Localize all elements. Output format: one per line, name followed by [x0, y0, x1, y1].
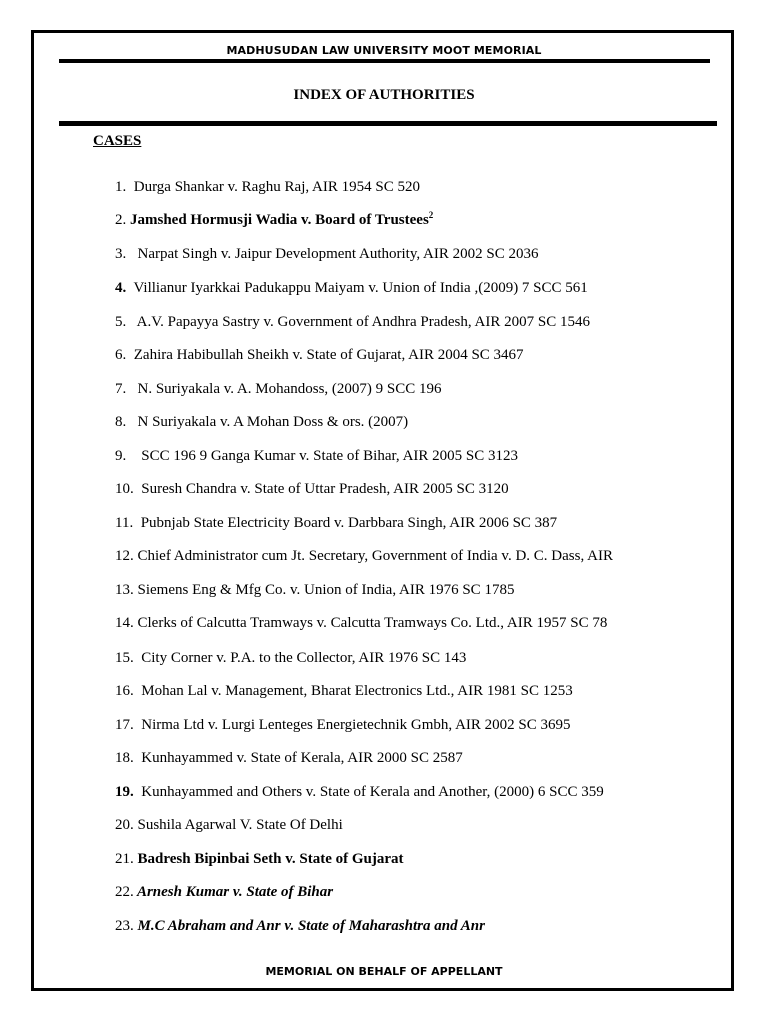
case-item — [115, 211, 433, 229]
case-number: 22. — [115, 884, 134, 900]
section-rule — [59, 121, 717, 126]
footer-title: MEMORIAL ON BEHALF OF APPELLANT — [265, 965, 503, 978]
case-number: 14. — [115, 615, 134, 631]
header-rule — [59, 59, 710, 63]
case-number: 19. — [115, 784, 134, 800]
case-title: A.V. Papayya Sastry v. Government of Andhra Pradesh, AIR 2007 SC 1546 — [126, 314, 590, 330]
case-title: Chief Administrator cum Jt. Secretary, Government of India v. D. C. Dass, AIR — [133, 548, 613, 564]
case-number: 17. — [115, 717, 134, 733]
case-item — [115, 313, 590, 331]
case-number: 23. — [115, 918, 134, 934]
case-title: Kunhayammed and Others v. State of Kerala and Another, (2000) 6 SCC 359 — [133, 784, 604, 800]
section-title: INDEX OF AUTHORITIES — [293, 87, 475, 103]
case-title: Nirma Ltd v. Lurgi Lenteges Energietechnik Gmbh, AIR 2002 SC 3695 — [133, 717, 571, 733]
case-number: 6. — [115, 347, 127, 363]
case-number: 7. — [115, 381, 127, 397]
case-item — [115, 480, 509, 498]
case-number: 20. — [115, 817, 134, 833]
case-title: Villianur Iyarkkai Padukappu Maiyam v. Union of India ,(2009) 7 SCC 561 — [126, 280, 588, 296]
case-item — [115, 245, 538, 263]
case-title: Suresh Chandra v. State of Uttar Pradesh, AIR 2005 SC 3120 — [133, 481, 509, 497]
case-number: 2. — [115, 212, 127, 228]
case-item — [115, 413, 408, 431]
case-title: Sushila Agarwal V. State Of Delhi — [133, 817, 343, 833]
case-item — [115, 514, 557, 532]
case-number: 8. — [115, 414, 127, 430]
case-number: 13. — [115, 582, 134, 598]
case-title: Narpat Singh v. Jaipur Development Authority, AIR 2002 SC 2036 — [126, 246, 539, 262]
case-item — [115, 850, 404, 868]
case-title: Durga Shankar v. Raghu Raj, AIR 1954 SC 520 — [126, 179, 420, 195]
case-title: SCC 196 9 Ganga Kumar v. State of Bihar, AIR 2005 SC 3123 — [126, 448, 518, 464]
case-item — [115, 380, 442, 398]
case-item — [115, 883, 333, 901]
case-number: 5. — [115, 314, 127, 330]
footnote-marker: 2 — [428, 210, 434, 220]
case-number: 4. — [115, 280, 127, 296]
case-item — [115, 614, 607, 632]
case-title: Jamshed Hormusji Wadia v. Board of Trustees — [126, 212, 429, 228]
case-title: N. Suriyakala v. A. Mohandoss, (2007) 9 SCC 196 — [126, 381, 442, 397]
case-item — [115, 178, 420, 196]
header-title: MADHUSUDAN LAW UNIVERSITY MOOT MEMORIAL — [226, 44, 542, 57]
case-title: Kunhayammed v. State of Kerala, AIR 2000 SC 2587 — [133, 750, 463, 766]
case-number: 16. — [115, 683, 134, 699]
case-number: 21. — [115, 851, 134, 867]
case-item — [115, 917, 485, 935]
case-item — [115, 682, 573, 700]
case-title: Siemens Eng & Mfg Co. v. Union of India, AIR 1976 SC 1785 — [133, 582, 515, 598]
case-item — [115, 447, 518, 465]
case-title: Arnesh Kumar v. State of Bihar — [133, 884, 334, 900]
case-item — [115, 816, 343, 834]
case-title: Pubnjab State Electricity Board v. Darbbara Singh, AIR 2006 SC 387 — [133, 515, 558, 531]
case-item — [115, 649, 466, 667]
case-title: M.C Abraham and Anr v. State of Maharashtra and Anr — [133, 918, 485, 934]
case-item — [115, 346, 524, 364]
case-item — [115, 749, 463, 767]
case-number: 10. — [115, 481, 134, 497]
case-number: 15. — [115, 650, 134, 666]
case-number: 3. — [115, 246, 127, 262]
case-title: N Suriyakala v. A Mohan Doss & ors. (2007) — [126, 414, 409, 430]
case-number: 11. — [115, 515, 134, 531]
case-number: 18. — [115, 750, 134, 766]
case-item — [115, 581, 514, 599]
case-item — [115, 547, 613, 565]
case-number: 1. — [115, 179, 127, 195]
case-title: Mohan Lal v. Management, Bharat Electronics Ltd., AIR 1981 SC 1253 — [133, 683, 573, 699]
case-item — [115, 783, 604, 801]
case-title: Zahira Habibullah Sheikh v. State of Gujarat, AIR 2004 SC 3467 — [126, 347, 524, 363]
case-number: 9. — [115, 448, 127, 464]
case-item — [115, 279, 588, 297]
case-item — [115, 716, 571, 734]
cases-heading: CASES — [93, 133, 142, 149]
case-title: Badresh Bipinbai Seth v. State of Gujarat — [133, 851, 404, 867]
case-number: 12. — [115, 548, 134, 564]
page-border — [31, 30, 734, 991]
case-title: Clerks of Calcutta Tramways v. Calcutta Tramways Co. Ltd., AIR 1957 SC 78 — [133, 615, 608, 631]
case-title: City Corner v. P.A. to the Collector, AIR 1976 SC 143 — [133, 650, 467, 666]
